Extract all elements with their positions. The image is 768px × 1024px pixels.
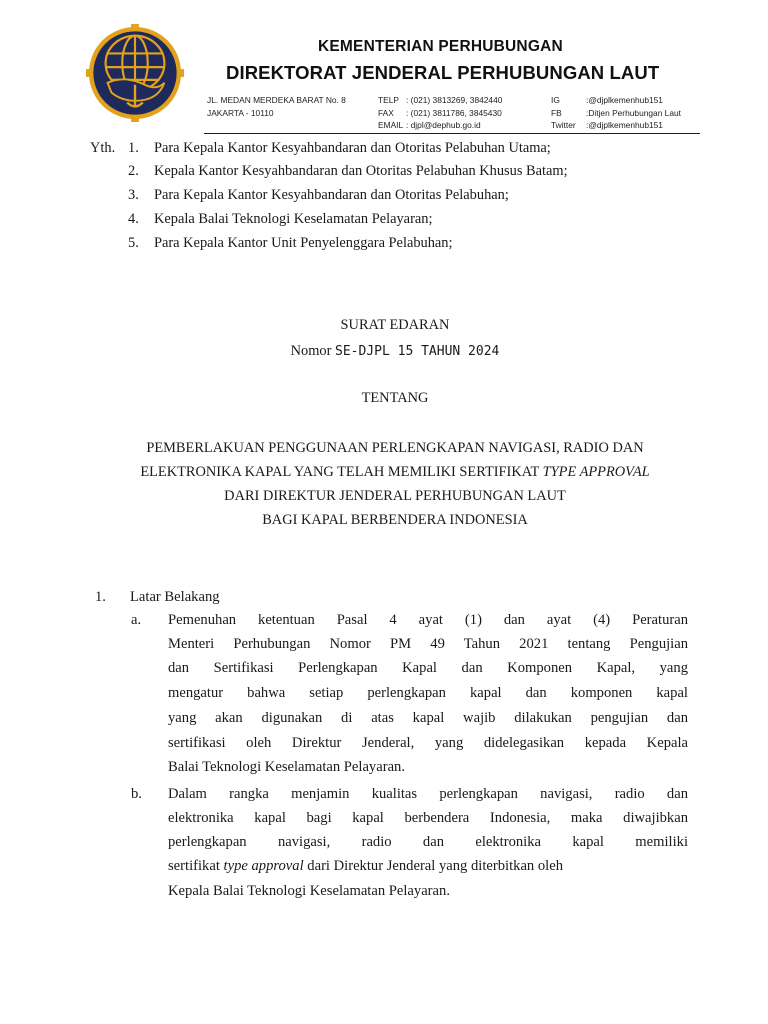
item-label-b: b. (131, 786, 142, 802)
recipient-text: Kepala Balai Teknologi Keselamatan Pelayaran; (154, 211, 433, 227)
about-heading: TENTANG (361, 390, 429, 406)
ministry-logo-icon (86, 24, 184, 122)
phone-values (406, 94, 502, 132)
subject-text: ELEKTRONIKA KAPAL YANG TELAH MEMILIKI SERTIFIKAT (140, 464, 543, 480)
paragraph-line (168, 858, 563, 875)
paragraph-line: Balai Teknologi Keselamatan Pelayaran. (168, 759, 405, 775)
telp-value: : (021) 3813269, 3842440 (406, 95, 503, 105)
paragraph-line: Menteri Perhubungan Nomor PM 49 Tahun 2021 tentang Pengujian (168, 636, 688, 652)
document-type: SURAT EDARAN (340, 317, 450, 333)
paragraph-line: Kepala Balai Teknologi Keselamatan Pelayaran. (168, 883, 450, 899)
section-number: 1. (95, 589, 106, 605)
paragraph-line: Dalam rangka menjamin kualitas perlengkapan navigasi, radio dan (168, 786, 688, 802)
number-value: SE-DJPL 15 TAHUN 2024 (335, 344, 500, 359)
recipient-number: 3. (128, 187, 139, 203)
fax-label: FAX (378, 107, 394, 118)
paragraph-line: yang akan digunakan di atas kapal wajib dilakukan pengujian dan (168, 710, 688, 726)
subject-line: DARI DIREKTUR JENDERAL PERHUBUNGAN LAUT (224, 488, 566, 504)
recipient-prefix: Yth. (90, 140, 116, 156)
twitter-value: :@djplkemenhub151 (586, 120, 663, 130)
paragraph-text: sertifikat (168, 858, 224, 874)
paragraph-italic-text: type approval (223, 858, 304, 874)
address-line: JAKARTA - 10110 (207, 107, 274, 118)
ig-label: IG (551, 95, 560, 105)
recipient-number: 1. (128, 140, 139, 156)
fb-value: :Ditjen Perhubungan Laut (586, 107, 681, 118)
subject-line: PEMBERLAKUAN PENGGUNAAN PERLENGKAPAN NAVIGASI, RADIO DAN (146, 440, 644, 456)
social-labels (551, 94, 576, 132)
recipient-text: Para Kepala Kantor Kesyahbandaran dan Otoritas Pelabuhan; (154, 187, 509, 203)
paragraph-line: perlengkapan navigasi, radio dan elektronika kapal memiliki (168, 834, 688, 850)
subject-italic-text: TYPE APPROVAL (542, 464, 650, 480)
ig-value: :@djplkemenhub151 (586, 95, 663, 105)
document-number (0, 343, 768, 360)
section-title: Latar Belakang (130, 589, 220, 605)
recipient-text: Kepala Kantor Kesyahbandaran dan Otoritas Pelabuhan Khusus Batam; (154, 163, 568, 179)
item-label-a: a. (131, 612, 142, 628)
recipient-text: Para Kepala Kantor Unit Penyelenggara Pelabuhan; (154, 235, 453, 251)
fax-value: : (021) 3811786, 3845430 (406, 107, 502, 118)
address-block (207, 94, 346, 119)
twitter-label: Twitter (551, 120, 576, 130)
directorate-name: DIREKTORAT JENDERAL PERHUBUNGAN LAUT (226, 62, 660, 83)
fb-label: FB (551, 107, 562, 118)
subject-line (0, 464, 768, 481)
telp-label: TELP (378, 95, 399, 105)
paragraph-line: Pemenuhan ketentuan Pasal 4 ayat (1) dan ayat (4) Peraturan (168, 612, 688, 628)
recipient-number: 2. (128, 163, 139, 179)
letterhead-divider (204, 133, 700, 134)
subject-line: BAGI KAPAL BERBENDERA INDONESIA (262, 512, 528, 528)
recipient-number: 5. (128, 235, 139, 251)
social-values (586, 94, 681, 132)
email-value: : djpl@dephub.go.id (406, 120, 481, 130)
recipient-number: 4. (128, 211, 139, 227)
paragraph-line: sertifikasi oleh Direktur Jenderal, yang didelegasikan kepada Kepala (168, 735, 688, 751)
paragraph-text: dari Direktur Jenderal yang diterbitkan oleh (303, 858, 563, 874)
paragraph-line: elektronika kapal bagi kapal berbendera Indonesia, maka diwajibkan (168, 810, 688, 826)
paragraph-line: dan Sertifikasi Perlengkapan Kapal dan Komponen Kapal, yang (168, 660, 688, 676)
phone-labels (378, 94, 403, 132)
address-line: JL. MEDAN MERDEKA BARAT No. 8 (207, 95, 346, 105)
email-label: EMAIL (378, 120, 404, 130)
recipient-text: Para Kepala Kantor Kesyahbandaran dan Otoritas Pelabuhan Utama; (154, 140, 551, 156)
number-label: Nomor (290, 343, 332, 359)
ministry-name: KEMENTERIAN PERHUBUNGAN (318, 38, 563, 55)
paragraph-line: mengatur bahwa setiap perlengkapan kapal dan komponen kapal (168, 685, 688, 701)
